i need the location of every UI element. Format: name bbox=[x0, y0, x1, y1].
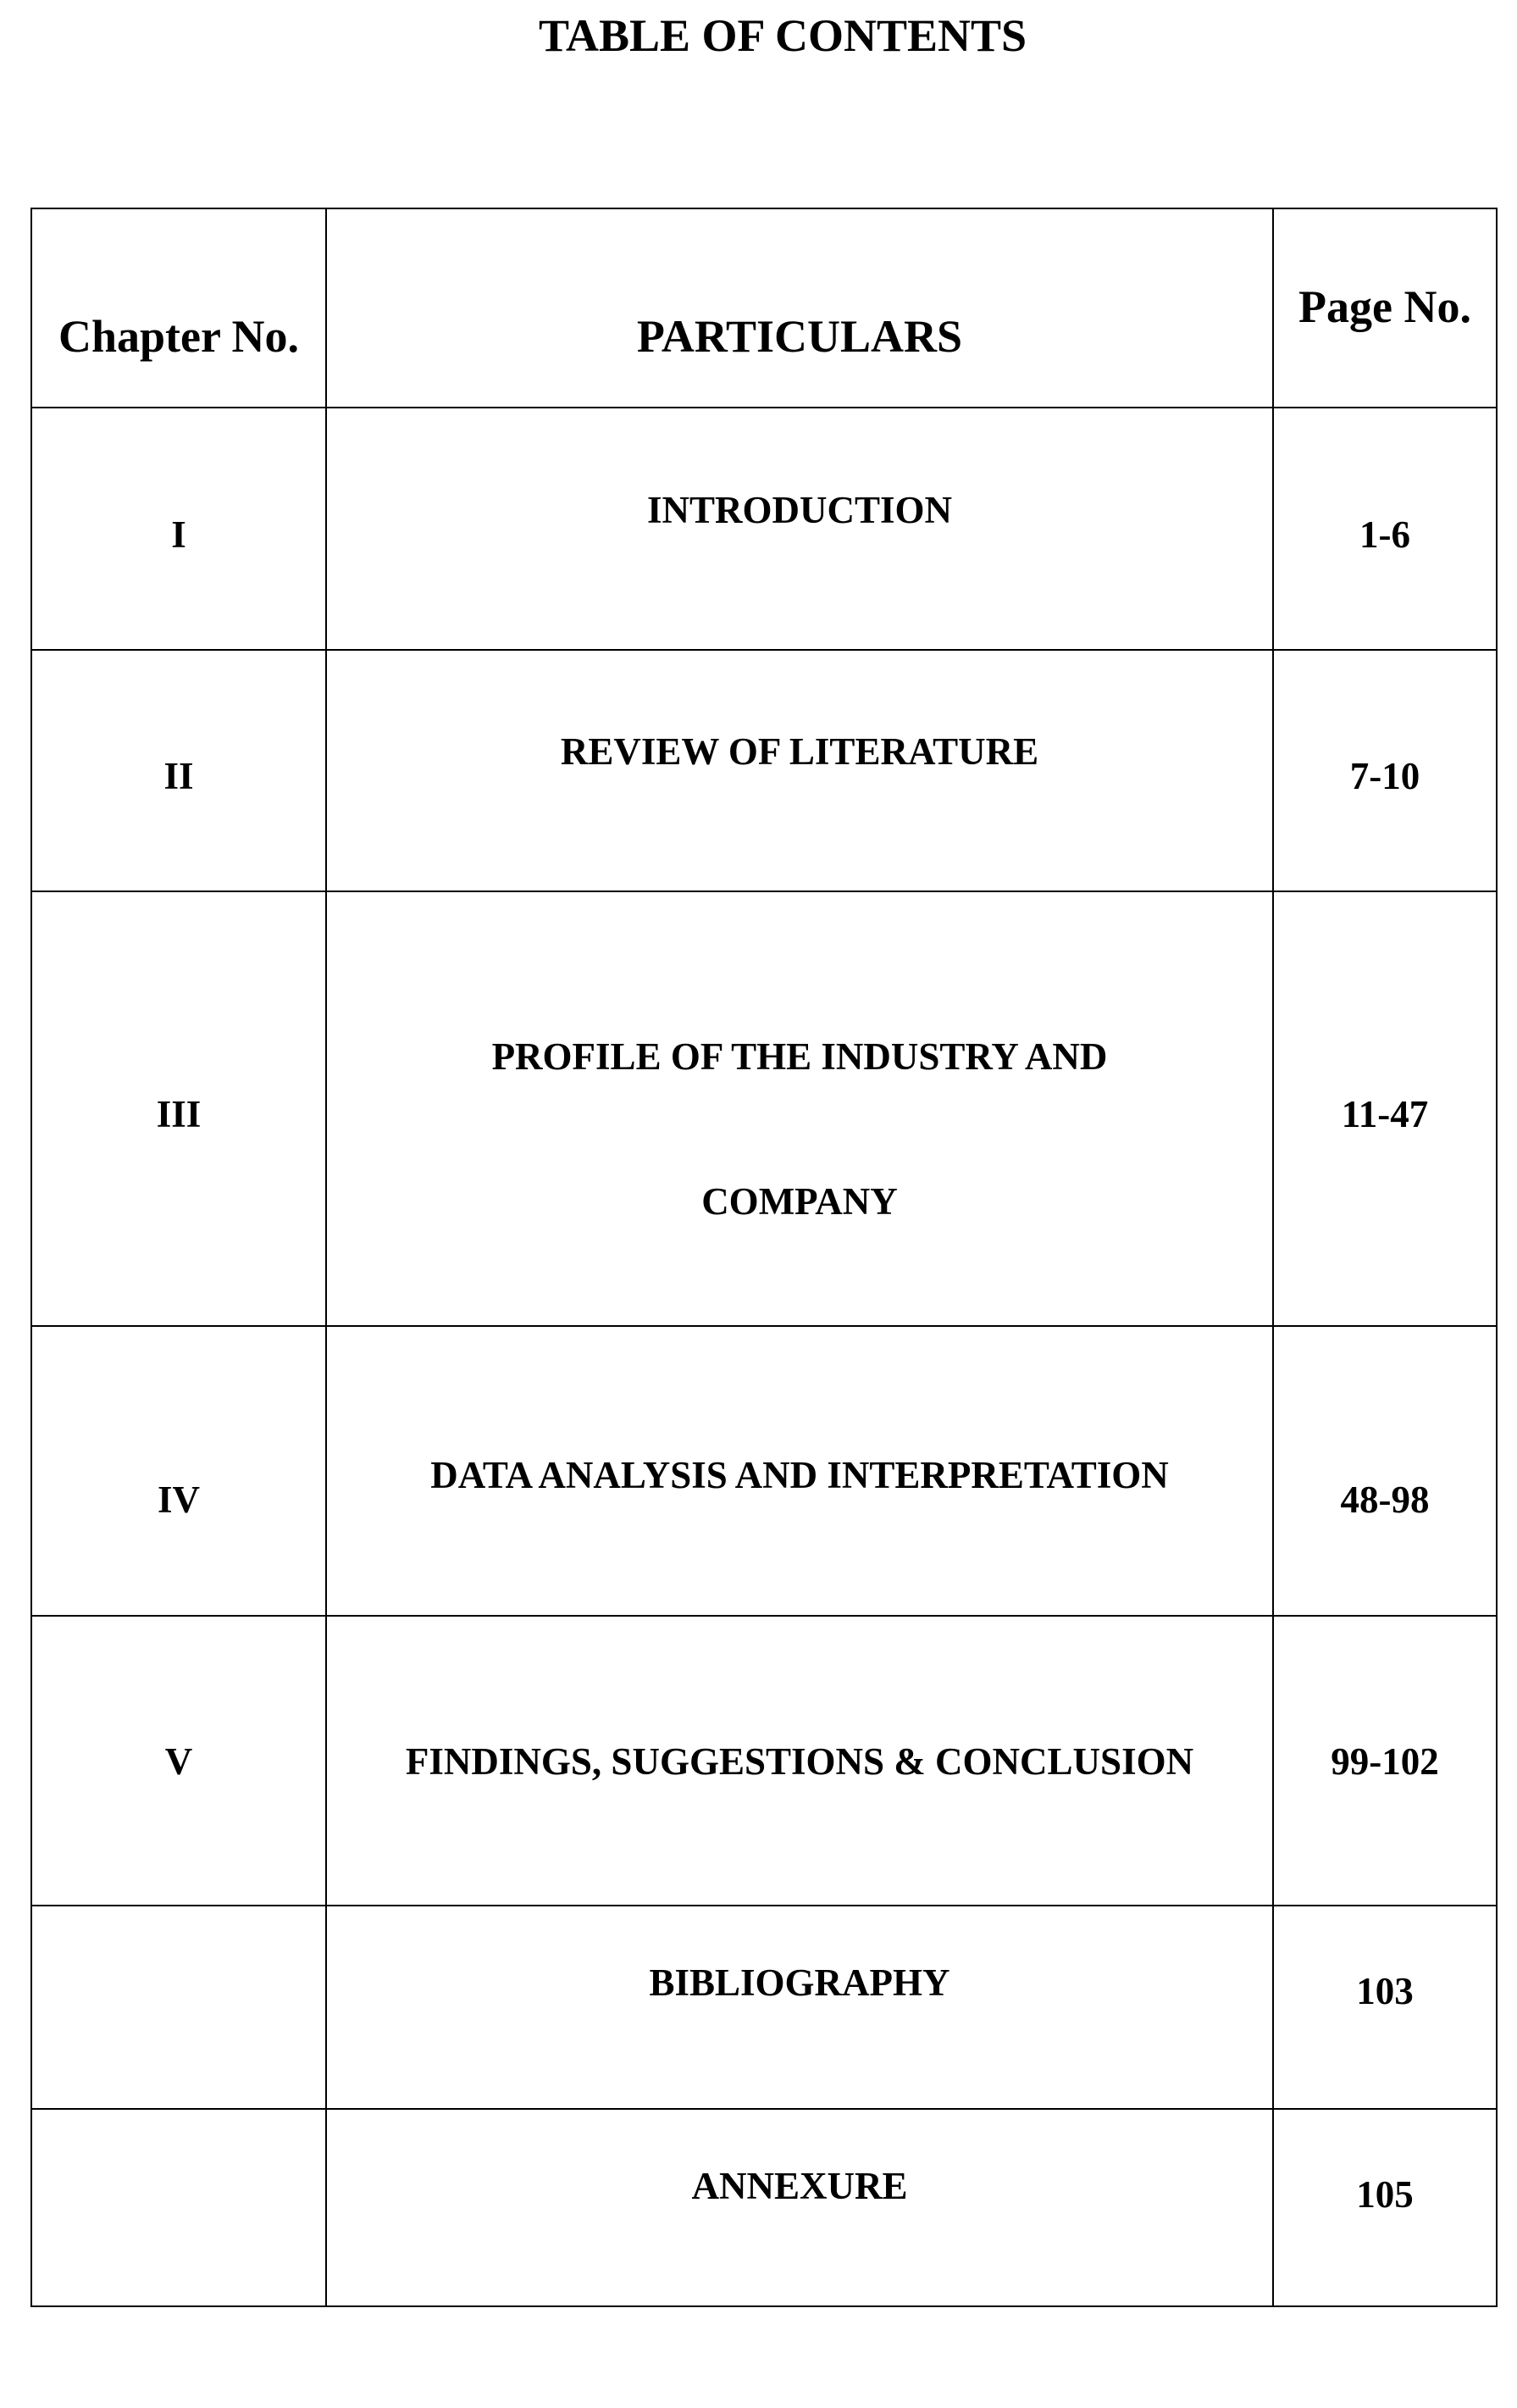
page-cell bbox=[1273, 891, 1497, 1326]
chapter-cell bbox=[31, 650, 326, 891]
table-row bbox=[31, 1326, 1497, 1616]
particulars-cell bbox=[326, 1616, 1273, 1906]
table-row bbox=[31, 408, 1497, 650]
table-of-contents bbox=[30, 208, 1498, 2307]
page-range: 7-10 bbox=[1349, 755, 1420, 797]
particulars-text: ANNEXURE bbox=[691, 2165, 908, 2207]
particulars-text: REVIEW OF LITERATURE bbox=[560, 730, 1039, 773]
header-cell-chapter bbox=[31, 208, 326, 408]
particulars-cell bbox=[326, 650, 1273, 891]
particulars-line-2: COMPANY bbox=[701, 1180, 898, 1223]
table-header-row bbox=[31, 208, 1497, 408]
header-cell-page bbox=[1273, 208, 1497, 408]
page-range: 99-102 bbox=[1331, 1740, 1439, 1783]
particulars-text: INTRODUCTION bbox=[646, 489, 953, 531]
chapter-cell bbox=[31, 408, 326, 650]
particulars-text: DATA ANALYSIS AND INTERPRETATION bbox=[430, 1454, 1169, 1496]
page-range: 105 bbox=[1356, 2173, 1414, 2216]
header-page-label: Page No. bbox=[1298, 281, 1471, 332]
chapter-cell bbox=[31, 2109, 326, 2306]
page-cell bbox=[1273, 1906, 1497, 2109]
table-row bbox=[31, 650, 1497, 891]
particulars-text: BIBLIOGRAPHY bbox=[649, 1961, 950, 2004]
page-range: 1-6 bbox=[1359, 513, 1410, 556]
page-cell bbox=[1273, 1616, 1497, 1906]
particulars-cell bbox=[326, 408, 1273, 650]
particulars-cell bbox=[326, 1906, 1273, 2109]
page-range: 11-47 bbox=[1341, 1093, 1429, 1135]
page-range: 48-98 bbox=[1340, 1479, 1430, 1521]
page-cell bbox=[1273, 650, 1497, 891]
chapter-number: V bbox=[164, 1740, 193, 1783]
chapter-number: II bbox=[163, 755, 194, 797]
table-row bbox=[31, 2109, 1497, 2306]
chapter-cell bbox=[31, 1326, 326, 1616]
page-title: TABLE OF CONTENTS bbox=[538, 10, 1027, 61]
particulars-cell bbox=[326, 891, 1273, 1326]
chapter-number: III bbox=[156, 1093, 202, 1135]
table-row bbox=[31, 1616, 1497, 1906]
page-cell bbox=[1273, 408, 1497, 650]
page-range: 103 bbox=[1356, 1970, 1414, 2012]
chapter-cell bbox=[31, 1906, 326, 2109]
particulars-text: FINDINGS, SUGGESTIONS & CONCLUSION bbox=[405, 1740, 1194, 1783]
header-particulars-label: PARTICULARS bbox=[636, 311, 963, 362]
page-cell bbox=[1273, 1326, 1497, 1616]
chapter-number: I bbox=[171, 513, 186, 556]
chapter-cell bbox=[31, 891, 326, 1326]
chapter-number: IV bbox=[157, 1479, 200, 1521]
particulars-line-1: PROFILE OF THE INDUSTRY AND bbox=[491, 1035, 1108, 1078]
particulars-cell bbox=[326, 2109, 1273, 2306]
header-chapter-label: Chapter No. bbox=[58, 311, 299, 362]
table-row bbox=[31, 1906, 1497, 2109]
page-cell bbox=[1273, 2109, 1497, 2306]
chapter-cell bbox=[31, 1616, 326, 1906]
table-row bbox=[31, 891, 1497, 1326]
particulars-cell bbox=[326, 1326, 1273, 1616]
header-cell-particulars bbox=[326, 208, 1273, 408]
